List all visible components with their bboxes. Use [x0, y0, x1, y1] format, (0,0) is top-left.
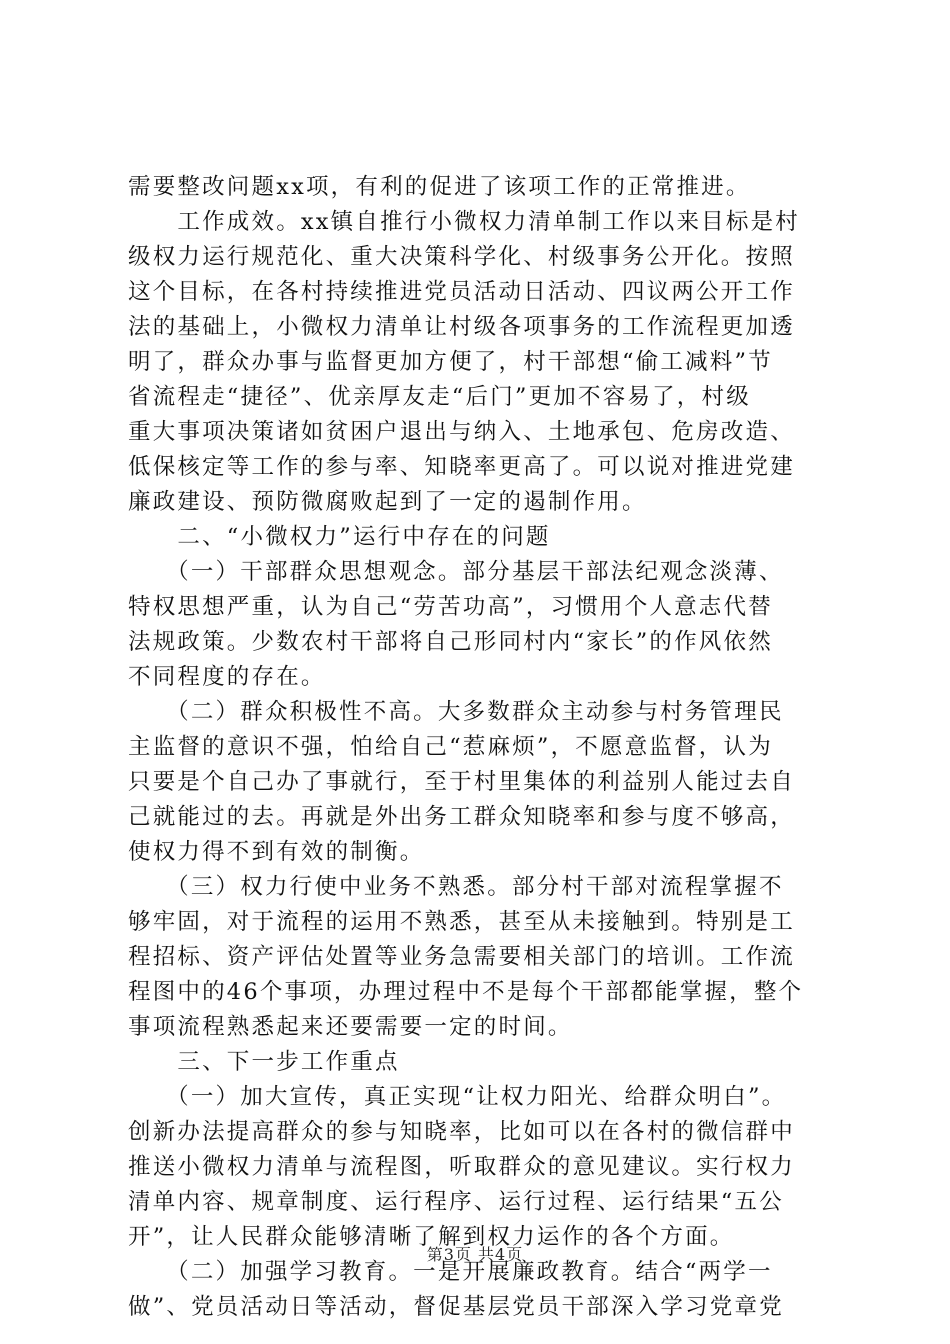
text-line: 工作成效。xx镇自推行小微权力清单制工作以来目标是村 — [128, 209, 800, 235]
text-line: 级权力运行规范化、重大决策科学化、村级事务公开化。按照 — [128, 244, 795, 270]
text-line: 使权力得不到有效的制衡。 — [128, 839, 425, 865]
text-line: （一）加大宣传，真正实现“让权力阳光、给群众明白”。 — [128, 1084, 787, 1110]
text-line: 明了，群众办事与监督更加方便了，村干部想“偷工减料”节 — [128, 349, 773, 375]
text-line: 程图中的46个事项，办理过程中不是每个干部都能掌握，整个 — [128, 979, 804, 1005]
text-line: 廉政建设、预防微腐败起到了一定的遏制作用。 — [128, 489, 647, 515]
text-line: 重大事项决策诸如贫困户退出与纳入、土地承包、危房改造、 — [128, 419, 795, 445]
text-line: 推送小微权力清单与流程图，听取群众的意见建议。实行权力 — [128, 1154, 795, 1180]
text-line: 程招标、资产评估处置等业务急需要相关部门的培训。工作流 — [128, 944, 795, 970]
text-line: 做”、党员活动日等活动，督促基层党员干部深入学习党章党 — [128, 1294, 784, 1320]
text-line: （二）群众积极性不高。大多数群众主动参与村务管理民 — [128, 699, 784, 725]
text-line: 省流程走“捷径”、优亲厚友走“后门”更加不容易了，村级 — [128, 384, 751, 410]
text-line: （二）加强学习教育。一是开展廉政教育。结合“两学一 — [128, 1259, 773, 1285]
text-line: 清单内容、规章制度、运行程序、运行过程、运行结果“五公 — [128, 1189, 784, 1215]
text-line: 不同程度的存在。 — [128, 664, 326, 690]
text-line: （三）权力行使中业务不熟悉。部分村干部对流程掌握不 — [128, 874, 784, 900]
text-line: 己就能过的去。再就是外出务工群众知晓率和参与度不够高， — [128, 804, 795, 830]
text-line: 这个目标，在各村持续推进党员活动日活动、四议两公开工作 — [128, 279, 795, 305]
text-line: 特权思想严重，认为自己“劳苦功高”，习惯用个人意志代替 — [128, 594, 773, 620]
text-line: （一）干部群众思想观念。部分基层干部法纪观念淡薄、 — [128, 559, 784, 585]
text-line: 需要整改问题xx项，有利的促进了该项工作的正常推进。 — [128, 174, 751, 200]
text-line: 事项流程熟悉起来还要需要一定的时间。 — [128, 1014, 573, 1040]
page-number-footer: 第3页 共4页 — [426, 1245, 524, 1264]
text-line: 创新办法提高群众的参与知晓率，比如可以在各村的微信群中 — [128, 1119, 795, 1145]
text-line: 够牢固，对于流程的运用不熟悉，甚至从未接触到。特别是工 — [128, 909, 795, 935]
text-line: 开”，让人民群众能够清晰了解到权力运作的各个方面。 — [128, 1224, 735, 1250]
text-line: 法规政策。少数农村干部将自己形同村内“家长”的作风依然 — [128, 629, 773, 655]
text-line: 低保核定等工作的参与率、知晓率更高了。可以说对推进党建 — [128, 454, 795, 480]
section-heading: 三、下一步工作重点 — [128, 1049, 400, 1075]
section-heading: 二、“小微权力”运行中存在的问题 — [128, 524, 551, 550]
document-body — [128, 170, 828, 1325]
text-line: 主监督的意识不强，怕给自己“惹麻烦”，不愿意监督，认为 — [128, 734, 773, 760]
text-line: 法的基础上，小微权力清单让村级各项事务的工作流程更加透 — [128, 314, 795, 340]
text-line: 只要是个自己办了事就行，至于村里集体的利益别人能过去自 — [128, 769, 795, 795]
